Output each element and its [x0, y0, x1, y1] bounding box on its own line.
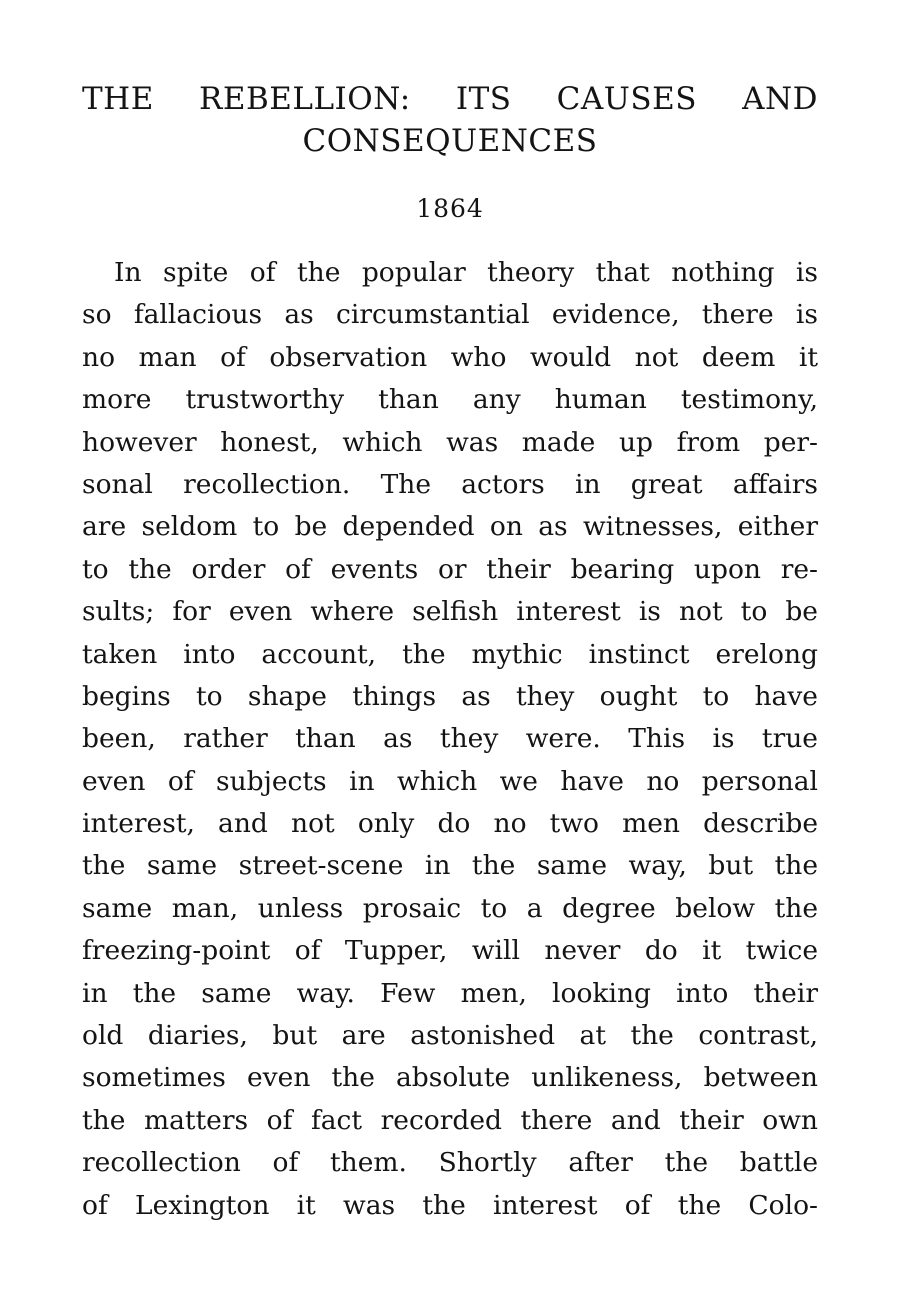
- text-line: however honest, which was made up from per-: [82, 426, 818, 458]
- text-line: are seldom to be depended on as witnesses, either: [82, 511, 818, 543]
- chapter-title-line-2: CONSEQUENCES: [302, 123, 598, 159]
- text-line: no man of observation who would not deem it: [82, 341, 818, 373]
- text-line: old diaries, but are astonished at the contrast,: [82, 1020, 818, 1052]
- text-line: so fallacious as circumstantial evidence, there is: [82, 299, 818, 331]
- body-paragraph: [82, 252, 818, 1227]
- text-line: same man, unless prosaic to a degree below the: [82, 892, 818, 924]
- text-line: of Lexington it was the interest of the Colo-: [82, 1189, 818, 1221]
- text-line: freezing-point of Tupper, will never do it twice: [82, 935, 818, 967]
- text-line: interest, and not only do no two men describe: [82, 808, 818, 840]
- text-line: In spite of the popular theory that nothing is: [114, 257, 818, 288]
- chapter-year: 1864: [416, 194, 484, 223]
- text-line: more trustworthy than any human testimony,: [82, 384, 818, 416]
- chapter-title: [82, 78, 818, 162]
- text-line: the matters of fact recorded there and their own: [82, 1104, 818, 1136]
- chapter-title-line-1: THE REBELLION: ITS CAUSES AND: [82, 81, 818, 117]
- text-line: in the same way. Few men, looking into their: [82, 977, 818, 1009]
- text-line: sometimes even the absolute unlikeness, between: [82, 1062, 818, 1094]
- text-line: been, rather than as they were. This is true: [82, 723, 818, 755]
- text-line: taken into account, the mythic instinct erelong: [82, 638, 818, 670]
- text-line: begins to shape things as they ought to have: [82, 680, 818, 712]
- text-line: even of subjects in which we have no personal: [82, 765, 818, 797]
- text-line: sults; for even where selfish interest is not to be: [82, 596, 818, 628]
- document-page: [82, 78, 818, 1227]
- text-line: recollection of them. Shortly after the battle: [82, 1147, 818, 1179]
- text-line: the same street-scene in the same way, but the: [82, 850, 818, 882]
- text-line: sonal recollection. The actors in great affairs: [82, 468, 818, 500]
- text-line: to the order of events or their bearing upon re-: [82, 553, 818, 585]
